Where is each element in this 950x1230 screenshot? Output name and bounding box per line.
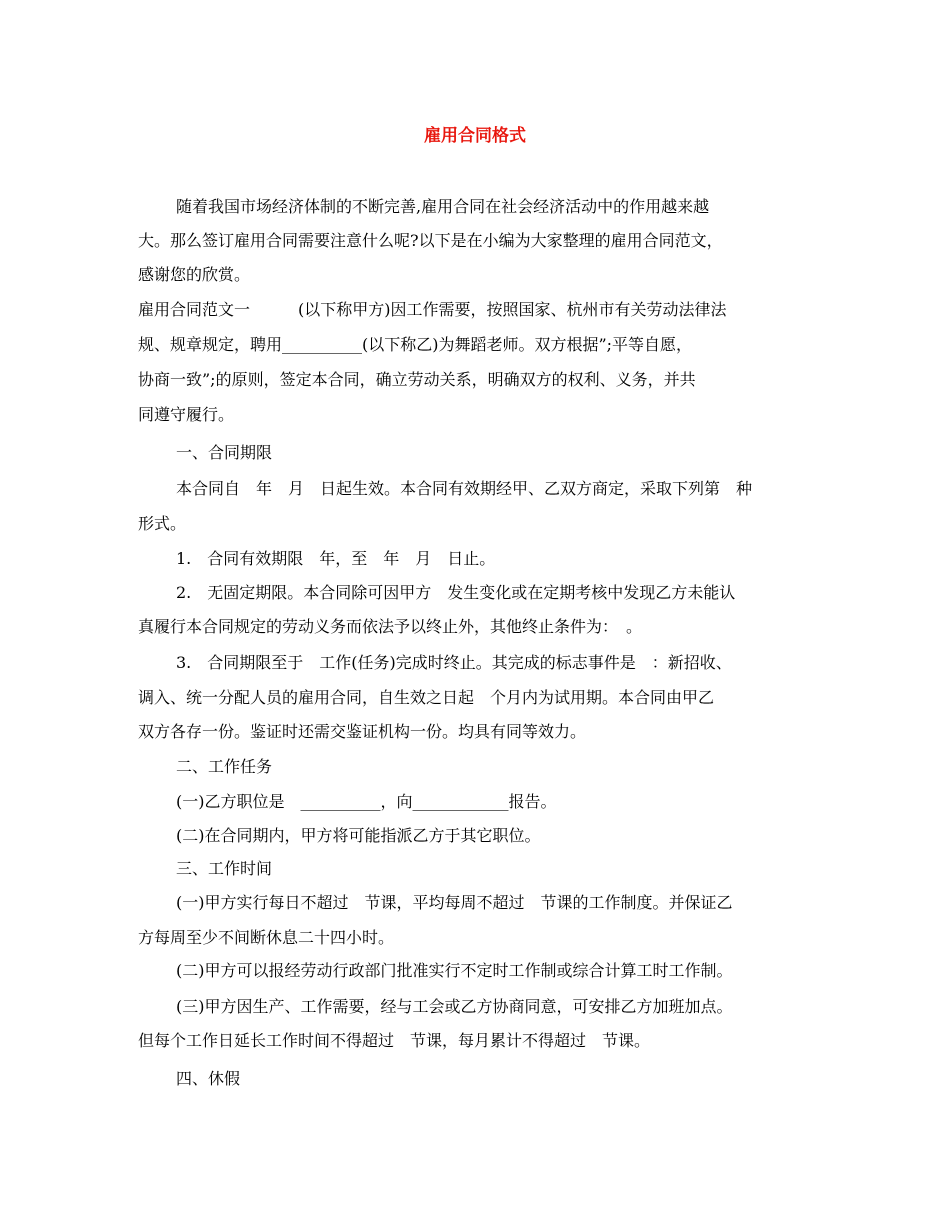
paragraph-line: (二)在合同期内，甲方将可能指派乙方于其它职位。 (176, 826, 541, 845)
paragraph-line: 真履行本合同规定的劳动义务而依法予以终止外，其他终止条件为： 。 (138, 617, 643, 636)
paragraph-line: 本合同自 年 月 日起生效。本合同有效期经甲、乙双方商定，采取下列第 种 (176, 479, 753, 498)
paragraph-line: 感谢您的欣赏。 (138, 265, 251, 284)
paragraph-line: 但每个工作日延长工作时间不得超过 节课，每月累计不得超过 节课。 (138, 1031, 651, 1050)
section-heading: 二、工作任务 (176, 757, 273, 776)
paragraph-line: 规、规章规定，聘用__________(以下称乙)为舞蹈老师。双方根据”;平等自愿， (138, 335, 693, 354)
paragraph-line: (三)甲方因生产、工作需要，经与工会或乙方协商同意，可安排乙方加班加点。 (176, 997, 733, 1016)
paragraph-line: (二)甲方可以报经劳动行政部门批准实行不定时工作制或综合计算工时工作制。 (176, 961, 733, 980)
paragraph-line: 形式。 (138, 514, 187, 533)
paragraph-line: 大。那么签订雇用合同需要注意什么呢?以下是在小编为大家整理的雇用合同范文， (138, 231, 723, 250)
paragraph-line: (一)甲方实行每日不超过 节课，平均每周不超过 节课的工作制度。并保证乙 (176, 893, 733, 912)
document-title: 雇用合同格式 (424, 126, 526, 146)
paragraph-line: 随着我国市场经济体制的不断完善,雇用合同在社会经济活动中的作用越来越 (176, 197, 710, 216)
paragraph-line: (一)乙方职位是 __________，向____________报告。 (176, 792, 557, 811)
section-heading: 一、合同期限 (176, 443, 273, 462)
paragraph-line: 调入、统一分配人员的雇用合同，自生效之日起 个月内为试用期。本合同由甲乙 (138, 688, 715, 707)
paragraph-line: 方每周至少不间断休息二十四小时。 (138, 928, 395, 947)
paragraph-line: 3. 合同期限至于 工作(任务)完成时终止。其完成的标志事件是 ：新招收、 (176, 653, 732, 672)
section-heading: 四、休假 (176, 1069, 241, 1088)
paragraph-line: 1. 合同有效期限 年，至 年 月 日止。 (176, 549, 496, 568)
section-heading: 三、工作时间 (176, 859, 273, 878)
paragraph-line: 协商一致”;的原则，签定本合同，确立劳动关系，明确双方的权利、义务，并共 (138, 370, 696, 389)
paragraph-line: 双方各存一份。鉴证时还需交鉴证机构一份。均具有同等效力。 (138, 722, 587, 741)
paragraph-line: 2. 无固定期限。本合同除可因甲方 发生变化或在定期考核中发现乙方未能认 (176, 583, 736, 602)
paragraph-line: 同遵守履行。 (138, 405, 235, 424)
paragraph-line: 雇用合同范文一 (以下称甲方)因工作需要，按照国家、杭州市有关劳动法律法 (138, 300, 727, 319)
